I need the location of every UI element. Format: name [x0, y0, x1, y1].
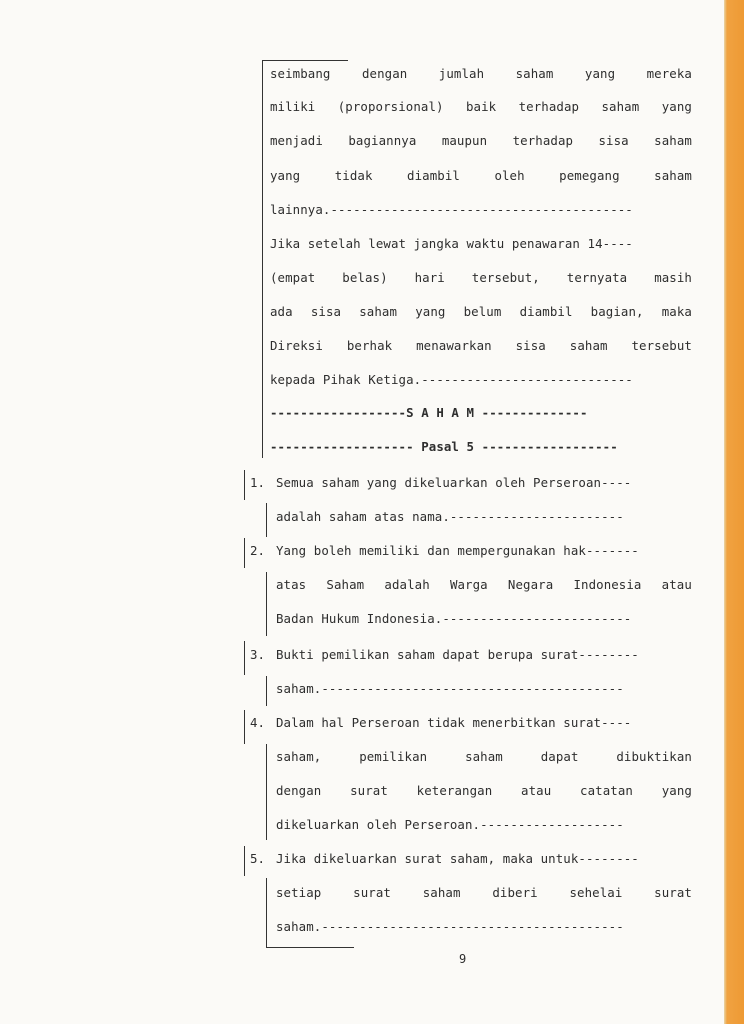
list-item-line: Yang boleh memiliki dan mempergunakan hak-------: [276, 543, 639, 558]
item-bracket-bar: [244, 538, 245, 568]
list-item-line: saham.----------------------------------------: [276, 919, 624, 934]
list-item-line: saham, pemilikan saham dapat dibuktikan: [276, 749, 692, 764]
item-bracket-bar: [244, 846, 245, 876]
text-line: kepada Pihak Ketiga.----------------------------: [270, 372, 633, 387]
text-line: menjadi bagiannya maupun terhadap sisa saham: [270, 133, 692, 148]
list-item-line: saham.----------------------------------------: [276, 681, 624, 696]
item-bracket-bar: [244, 470, 245, 500]
item-number: 1.: [250, 475, 265, 490]
list-item-line: Badan Hukum Indonesia.-------------------------: [276, 611, 632, 626]
item-bracket-bar: [266, 878, 267, 948]
item-number: 4.: [250, 715, 265, 730]
list-item-line: dikeluarkan oleh Perseroan.-------------------: [276, 817, 624, 832]
list-item-line: adalah saham atas nama.-----------------------: [276, 509, 624, 524]
text-line: miliki (proporsional) baik terhadap saham yang: [270, 99, 692, 114]
margin-bracket-bottom: [266, 947, 354, 948]
item-bracket-bar: [266, 572, 267, 636]
item-bracket-bar: [266, 744, 267, 840]
article-heading-pasal-5: ------------------- Pasal 5 ------------------: [270, 439, 618, 454]
text-line: yang tidak diambil oleh pemegang saham: [270, 168, 692, 183]
item-bracket-bar: [266, 676, 267, 706]
list-item-line: atas Saham adalah Warga Negara Indonesia atau: [276, 577, 692, 592]
list-item-line: Bukti pemilikan saham dapat berupa surat--------: [276, 647, 639, 662]
margin-bracket-top: [262, 60, 348, 61]
section-heading-saham: ------------------S A H A M --------------: [270, 405, 588, 420]
item-bracket-bar: [244, 641, 245, 675]
list-item-line: Dalam hal Perseroan tidak menerbitkan surat----: [276, 715, 632, 730]
list-item-line: dengan surat keterangan atau catatan yang: [276, 783, 692, 798]
text-line: Jika setelah lewat jangka waktu penawaran 14----: [270, 236, 633, 251]
margin-bracket-bar: [262, 60, 263, 458]
text-line: lainnya.----------------------------------------: [270, 202, 633, 217]
text-line: ada sisa saham yang belum diambil bagian, maka: [270, 304, 692, 319]
text-line: seimbang dengan jumlah saham yang mereka: [270, 66, 692, 81]
page-number: 9: [459, 952, 467, 966]
list-item-line: Semua saham yang dikeluarkan oleh Perseroan----: [276, 475, 632, 490]
item-bracket-bar: [266, 503, 267, 537]
text-line: Direksi berhak menawarkan sisa saham tersebut: [270, 338, 692, 353]
list-item-line: Jika dikeluarkan surat saham, maka untuk--------: [276, 851, 639, 866]
item-number: 3.: [250, 647, 265, 662]
list-item-line: setiap surat saham diberi sehelai surat: [276, 885, 692, 900]
page-edge-strip: [724, 0, 744, 1024]
item-number: 2.: [250, 543, 265, 558]
text-line: (empat belas) hari tersebut, ternyata masih: [270, 270, 692, 285]
item-number: 5.: [250, 851, 265, 866]
item-bracket-bar: [244, 710, 245, 744]
